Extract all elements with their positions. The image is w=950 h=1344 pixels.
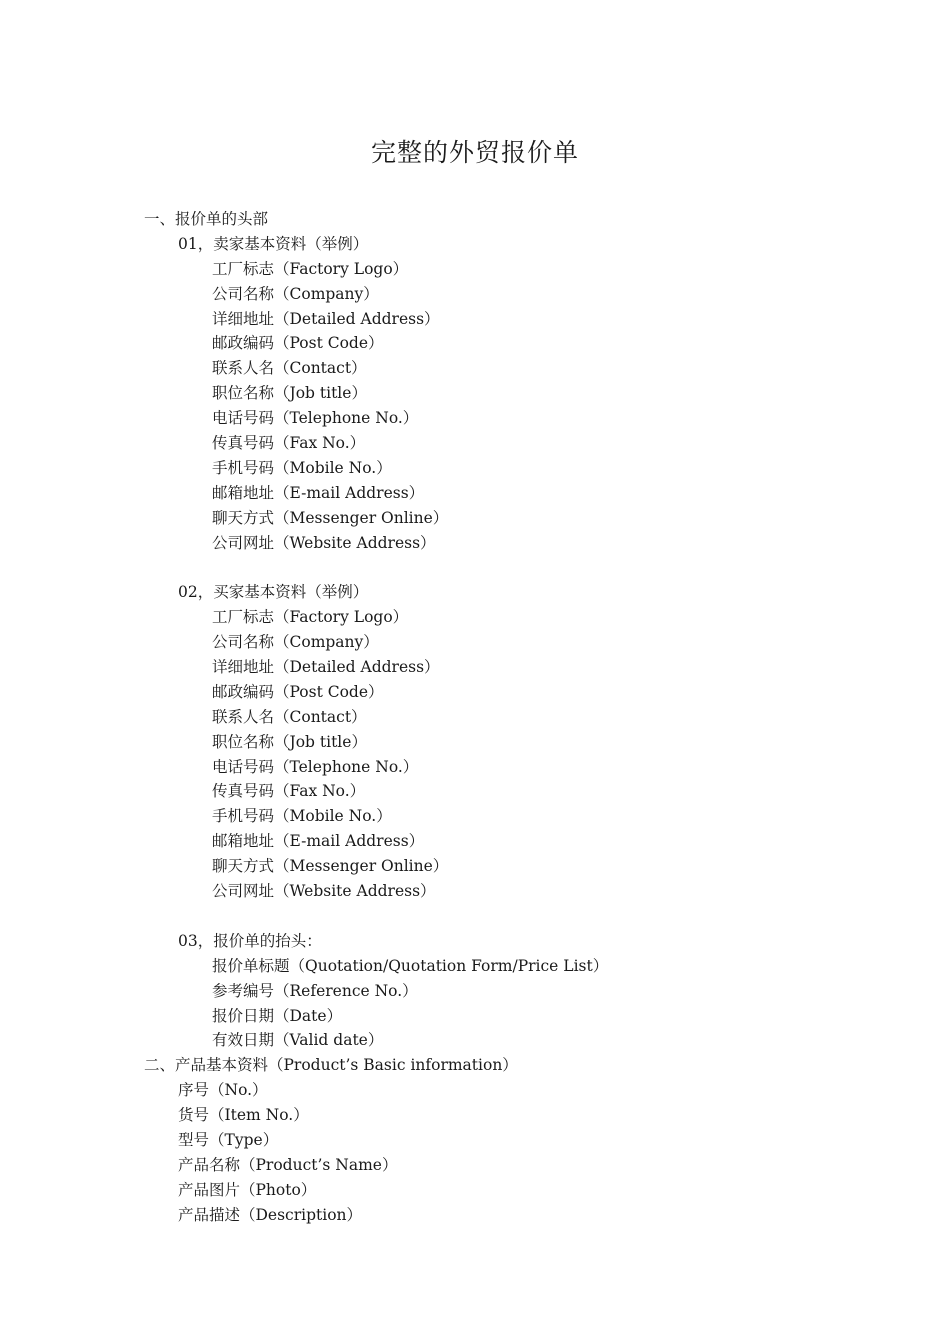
- buyer-item: 邮政编码（Post Code）: [212, 682, 384, 701]
- buyer-item: 传真号码（Fax No.）: [212, 782, 366, 801]
- buyer-item: 职位名称（Job title）: [212, 732, 367, 751]
- seller-item: 工厂标志（Factory Logo）: [212, 259, 409, 278]
- seller-item: 详细地址（Detailed Address）: [212, 309, 440, 328]
- buyer-item: 电话号码（Telephone No.）: [212, 757, 419, 776]
- blank-line: [0, 904, 950, 929]
- buyer-item: 工厂标志（Factory Logo）: [212, 608, 409, 627]
- document-title: 完整的外贸报价单: [370, 138, 579, 167]
- seller-item: 邮政编码（Post Code）: [212, 334, 384, 353]
- seller-item: 职位名称（Job title）: [212, 384, 367, 403]
- product-info-item: 产品图片（Photo）: [178, 1180, 317, 1199]
- product-info-item: 序号（No.）: [178, 1081, 268, 1100]
- buyer-item: 公司名称（Company）: [212, 633, 379, 652]
- seller-item: 聊天方式（Messenger Online）: [212, 508, 449, 527]
- product-info-item: 型号（Type）: [178, 1130, 279, 1149]
- quote-header-item: 报价日期（Date）: [212, 1006, 343, 1025]
- subsection-heading-seller: 01，卖家基本资料（举例）: [178, 234, 369, 253]
- buyer-item: 聊天方式（Messenger Online）: [212, 857, 449, 876]
- seller-item: 公司网址（Website Address）: [212, 533, 436, 552]
- quote-header-item: 报价单标题（Quotation/Quotation Form/Price List）: [212, 956, 609, 975]
- seller-item: 传真号码（Fax No.）: [212, 434, 366, 453]
- buyer-item: 手机号码（Mobile No.）: [212, 807, 392, 826]
- product-info-item: 产品描述（Description）: [178, 1205, 363, 1224]
- buyer-item: 公司网址（Website Address）: [212, 882, 436, 901]
- seller-item: 公司名称（Company）: [212, 284, 379, 303]
- buyer-item: 联系人名（Contact）: [212, 707, 367, 726]
- buyer-item: 详细地址（Detailed Address）: [212, 658, 440, 677]
- quote-header-item: 参考编号（Reference No.）: [212, 981, 418, 1000]
- subsection-heading-quote-header: 03，报价单的抬头：: [178, 931, 322, 950]
- subsection-heading-buyer: 02，买家基本资料（举例）: [178, 583, 369, 602]
- blank-line: [0, 555, 950, 580]
- buyer-item: 邮箱地址（E-mail Address）: [212, 832, 425, 851]
- seller-item: 手机号码（Mobile No.）: [212, 458, 392, 477]
- quote-header-item: 有效日期（Valid date）: [212, 1031, 384, 1050]
- section-heading-header: 一、报价单的头部: [144, 210, 269, 228]
- section-heading-product-info: 二、产品基本资料（Product’s Basic information）: [144, 1056, 518, 1075]
- seller-item: 邮箱地址（E-mail Address）: [212, 483, 425, 502]
- document-body: [0, 207, 950, 1228]
- product-info-item: 货号（Item No.）: [178, 1106, 309, 1125]
- seller-item: 电话号码（Telephone No.）: [212, 409, 419, 428]
- product-info-item: 产品名称（Product’s Name）: [178, 1155, 398, 1174]
- seller-item: 联系人名（Contact）: [212, 359, 367, 378]
